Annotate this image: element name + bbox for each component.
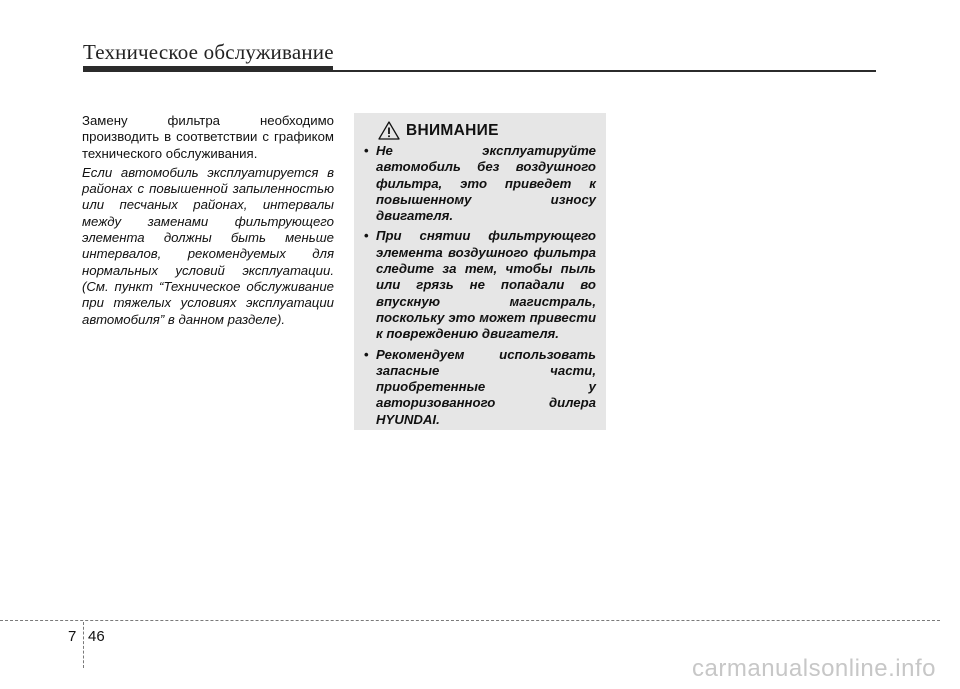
body-paragraph: Замену фильтра необходимо производить в соответствии с графиком технического обслуживания. bbox=[82, 113, 334, 161]
header-rule-thin bbox=[333, 70, 876, 72]
warning-triangle-icon bbox=[378, 121, 400, 140]
footer-vertical-dashed-rule bbox=[83, 622, 84, 668]
warning-item: • Не эксплуатируйте автомобиль без воздушного фильтра, это приведет к повышенному износу двигателя. bbox=[364, 143, 596, 224]
section-number: 7 bbox=[68, 628, 77, 645]
body-note: Если автомобиль эксплуатируется в районах с повышенной запыленностью или песчаных районах, интервалы между заменами фильтрующего элемента должны быть меньше интервалов, рекомендуемых для нормальных условий эксплуатации. (См. пункт “Техническое обслуживание при тяжелых условиях эксплуатации автомобиля” в данном разделе). bbox=[82, 164, 334, 327]
body-column bbox=[82, 113, 334, 331]
watermark: carmanualsonline.info bbox=[692, 655, 936, 682]
warning-list bbox=[364, 143, 596, 428]
warning-box bbox=[354, 113, 606, 430]
footer-dashed-rule bbox=[0, 620, 940, 621]
header-rule-thick bbox=[83, 66, 333, 72]
page-number-value: 46 bbox=[88, 628, 105, 645]
warning-item-text: При снятии фильтрующего элемента воздушного фильтра следите за тем, чтобы пыль или грязь не попадали во впускную магистраль, поскольку это может привести к повреждению двигателя. bbox=[376, 228, 596, 342]
section-title: Техническое обслуживание bbox=[83, 40, 334, 64]
warning-header bbox=[378, 121, 596, 140]
warning-item: • Рекомендуем использовать запасные части, приобретенные у авторизованного дилера HYUNDAI. bbox=[364, 346, 596, 427]
warning-item-text: Рекомендуем использовать запасные части, приобретенные у авторизованного дилера HYUNDAI. bbox=[376, 346, 596, 427]
warning-item-text: Не эксплуатируйте автомобиль без воздушного фильтра, это приведет к повышенному износу двигателя. bbox=[376, 143, 596, 224]
warning-item: • При снятии фильтрующего элемента воздушного фильтра следите за тем, чтобы пыль или грязь не попадали во впускную магистраль, поскольку это может привести к повреждению двигателя. bbox=[364, 228, 596, 342]
warning-title: ВНИМАНИЕ bbox=[406, 121, 499, 139]
